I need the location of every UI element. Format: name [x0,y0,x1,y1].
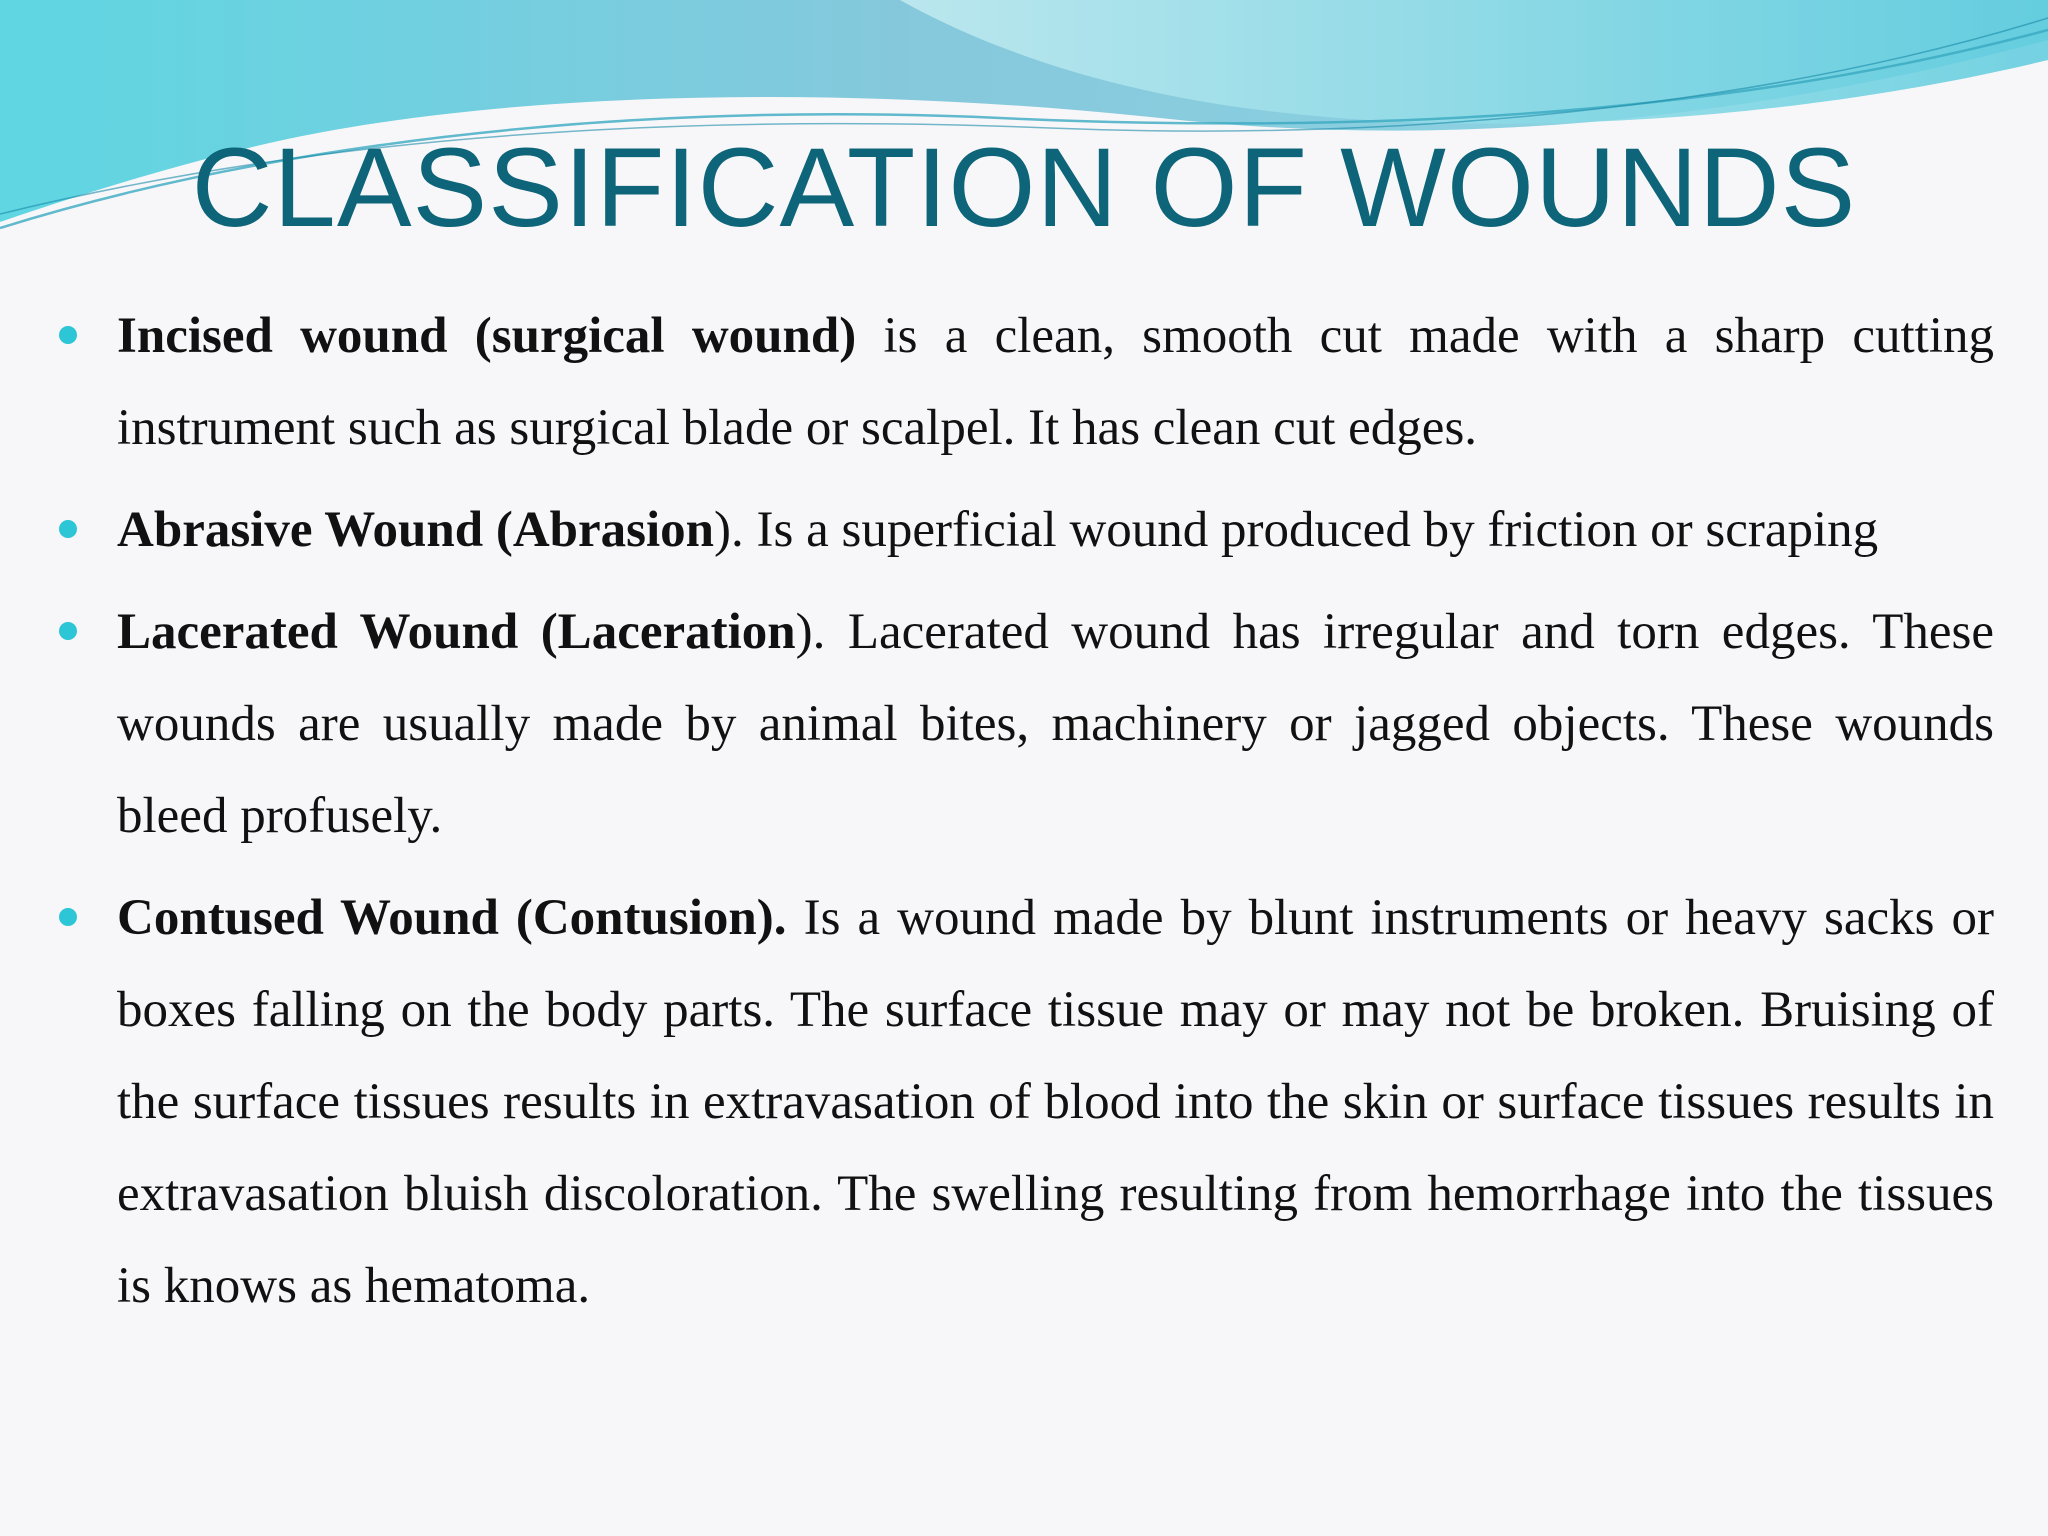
item-text [117,872,1994,1332]
list-item-lacerated-wound [56,586,1994,862]
item-description: ). Is a superficial wound produced by friction or scraping [714,502,1879,558]
list-item-incised-wound [56,290,1994,474]
bullet-dot-icon [59,622,77,640]
item-text [117,290,1994,474]
bullet-dot-icon [59,520,77,538]
bullet-dot-icon [59,908,77,926]
list-item-contused-wound [56,872,1994,1332]
item-term: Lacerated Wound (Laceration [117,604,796,660]
item-term: Abrasive Wound (Abrasion [117,502,715,558]
slide-title: CLASSIFICATION OF WOUNDS [191,125,1857,250]
item-term: Contused Wound (Contusion). [117,890,787,946]
item-description: Is a wound made by blunt instruments or heavy sacks or boxes falling on the body parts. The surface tissue may or may not be broken. Bruising of the surface tissues results in extravasation of blood into the skin or surface tissues results in extravasation bluish discoloration. The swelling resulting from hemorrhage into the tissues is knows as hematoma. [117,890,1994,1314]
item-description: ). Lacerated wound has irregular and torn edges. These wounds are usually made by animal bites, machinery or jagged objects. These wounds bleed profusely. [117,604,1994,844]
item-term: Incised wound (surgical wound) [117,308,857,364]
item-text [117,586,1994,862]
item-text [117,484,1994,576]
item-description: is a clean, smooth cut made with a sharp cutting instrument such as surgical blade or scalpel. It has clean cut edges. [117,308,1994,456]
bullet-dot-icon [59,326,77,344]
list-item-abrasive-wound [56,484,1994,576]
bullet-list [56,290,1994,1342]
